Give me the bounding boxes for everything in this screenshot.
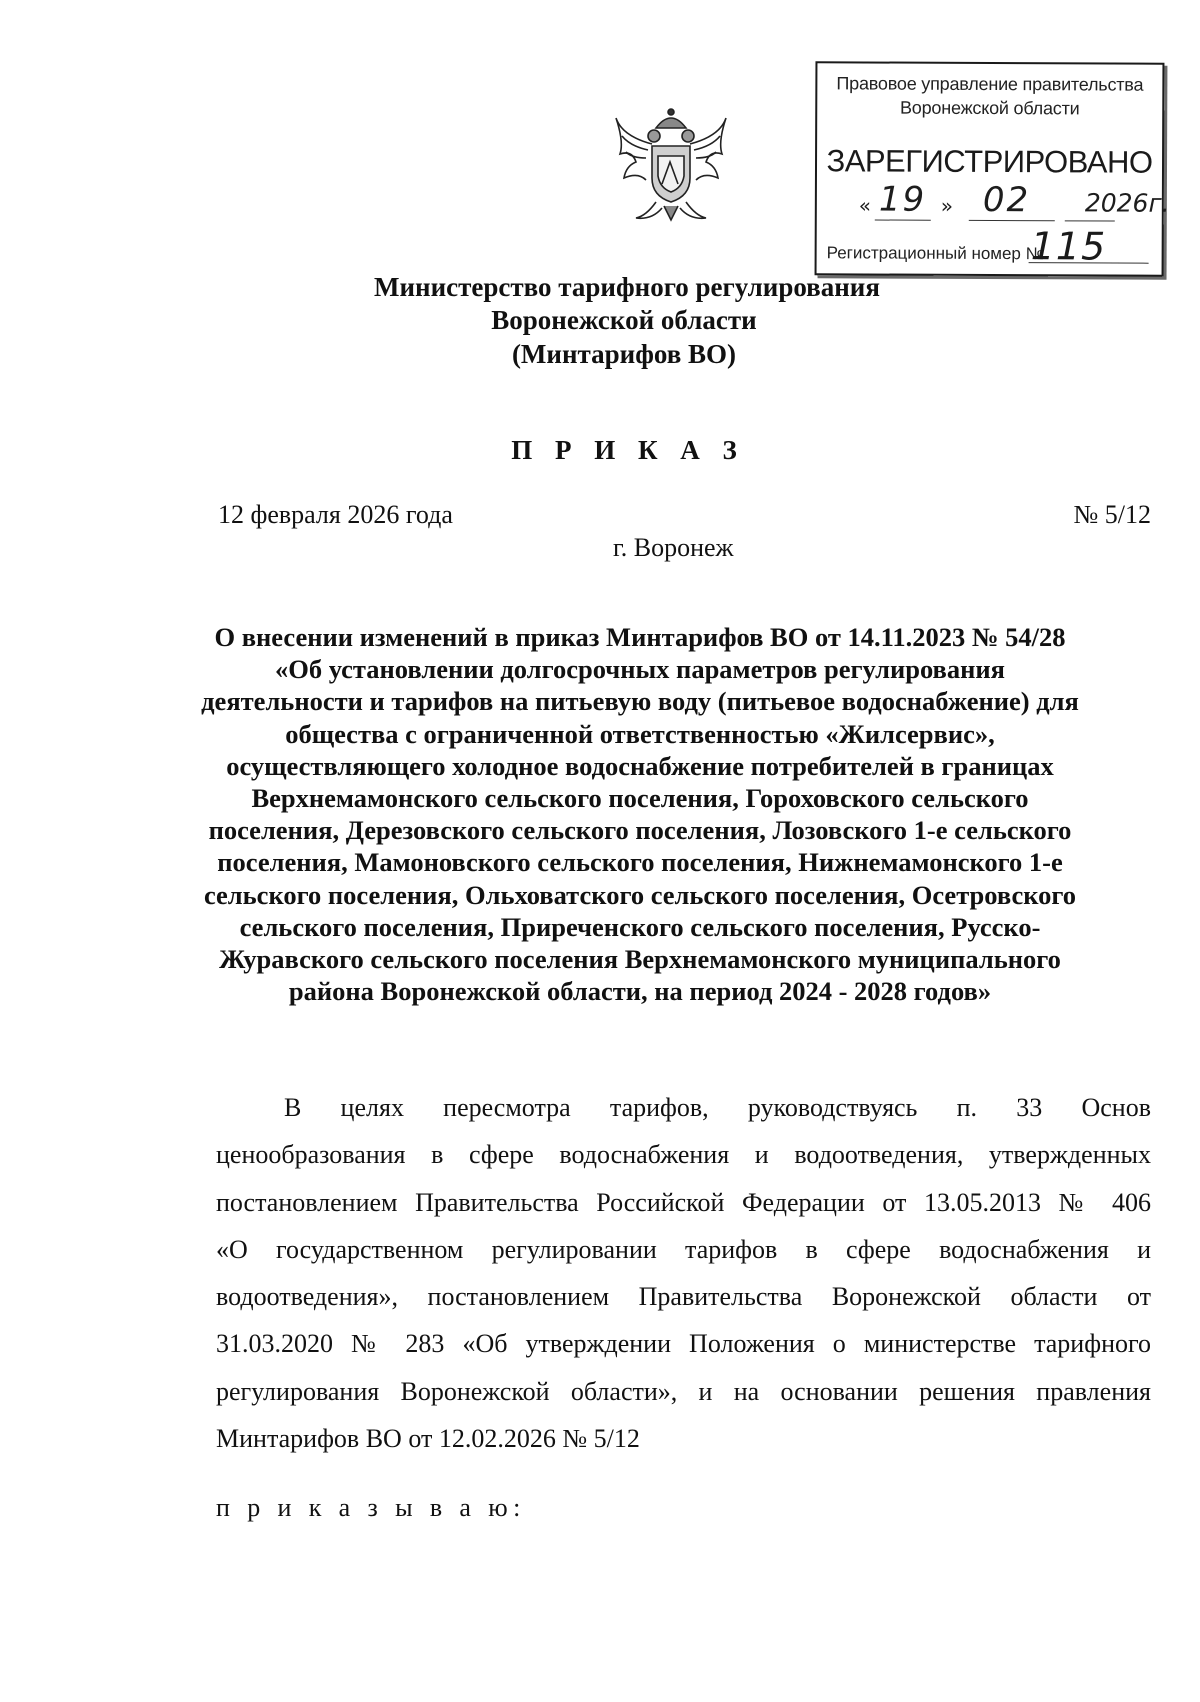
stamp-authority-line1: Правовое управление правительства [836,73,1144,95]
ministry-abbreviation: (Минтарифов ВО) [511,339,737,369]
body-line: водоотведения», постановлением Правительства Воронежской области от [216,1282,1151,1312]
subject-line: района Воронежской области, на период 2024 - 2028 годов» [288,976,992,1007]
ministry-name: Министерство тарифного регулирования [374,272,880,302]
subject-line: осуществляющего холодное водоснабжение потребителей в границах [226,750,1054,781]
stamp-date-day: 19 [878,179,927,220]
stamp-reg-number-label: Регистрационный номер № [826,243,1044,264]
stamp-authority-line2: Воронежской области [899,97,1080,119]
ministry-region: Воронежской области [491,305,757,335]
subject-line: Верхнемамонского сельского поселения, Гороховского сельского [251,783,1029,814]
stamp-day-underline [875,219,931,220]
stamp-reg-number: 115 [1030,224,1107,269]
body-line: постановлением Правительства Российской Федерации от 13.05.2013 № 406 [216,1187,1151,1217]
stamp-year-underline [1065,220,1115,221]
coat-of-arms-icon [612,106,730,222]
subject-line: «Об установлении долгосрочных параметров регулирования [275,654,1005,685]
document-body [216,1084,1151,1462]
document-type: П Р И К А З [511,435,745,465]
subject-line: сельского поселения, Приреченского сельского поселения, Русско- [239,911,1041,942]
document-date: 12 февраля 2026 года [218,500,453,529]
stamp-date [849,179,1170,228]
body-line: регулирования Воронежской области», и на основании решения правления [216,1376,1151,1406]
stamp-date-open-quote: « [858,193,872,218]
subject-line: сельского поселения, Ольховатского сельского поселения, Осетровского [203,879,1077,910]
document-subject [200,621,1080,1007]
stamp-date-close-quote: » [940,193,954,218]
body-line: ценообразования в сфере водоснабжения и водоотведения, утвержденных [216,1140,1151,1170]
body-line: Минтарифов ВО от 12.02.2026 № 5/12 [216,1424,640,1454]
subject-line: поселения, Мамоновского сельского поселения, Нижнемамонского 1-е [217,847,1063,878]
registration-stamp [815,61,1170,277]
stamp-date-year: 2026г. [1084,188,1170,218]
stamp-date-month: 02 [982,179,1031,221]
subject-line: Журавского сельского поселения Верхнемамонского муниципального [219,944,1061,975]
document-city: г. Воронеж [613,533,734,562]
order-word: п р и к а з ы в а ю: [216,1493,526,1522]
body-line: 31.03.2020 № 283 «Об утверждении Положения о министерстве тарифного [216,1329,1151,1359]
stamp-registered-label: ЗАРЕГИСТРИРОВАНО [826,143,1153,180]
subject-line: деятельности и тарифов на питьевую воду (питьевое водоснабжение) для [201,686,1079,717]
document-number: № 5/12 [1073,500,1151,529]
subject-line: поселения, Дерезовского сельского поселения, Лозовского 1-е сельского [208,815,1072,846]
body-line: В целях пересмотра тарифов, руководствуясь п. 33 Основ [284,1093,1151,1122]
subject-line: общества с ограниченной ответственностью «Жилсервис», [285,718,995,749]
subject-line: О внесении изменений в приказ Минтарифов ВО от 14.11.2023 № 54/28 [214,622,1066,652]
body-line: «О государственном регулировании тарифов в сфере водоснабжения и [216,1234,1151,1264]
stamp-month-underline [969,220,1055,221]
